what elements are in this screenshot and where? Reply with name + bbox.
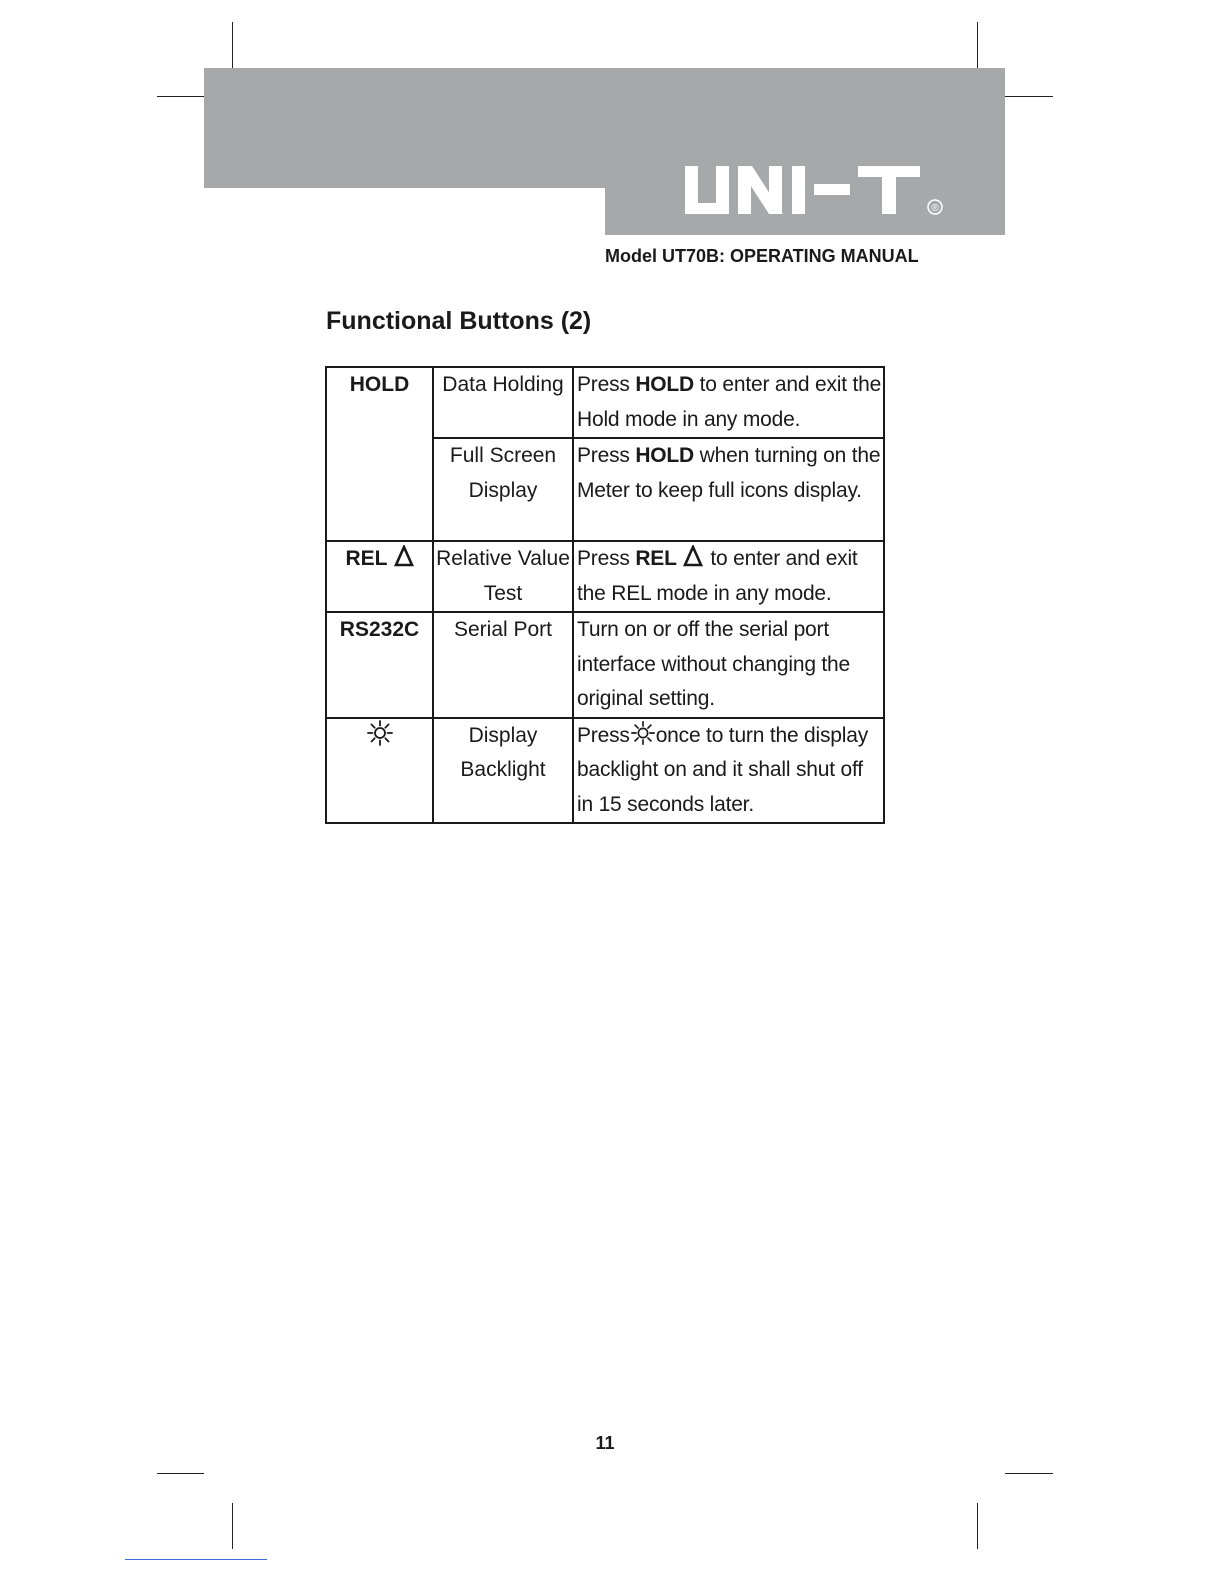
description-text: once to turn the display backlight on and it shall shut off in 15 seconds later. — [577, 723, 869, 816]
description-text: to enter and exit the REL mode in any mode. — [577, 547, 858, 605]
button-cell-backlight — [326, 718, 433, 824]
delta-icon — [683, 545, 703, 567]
table-row — [326, 612, 884, 718]
description-text: Press — [577, 723, 630, 747]
functional-buttons-table — [325, 366, 885, 824]
function-label: Full Screen Display — [449, 444, 557, 502]
description-cell — [573, 612, 884, 718]
description-text: to enter and exit the Hold mode in any mode. — [577, 373, 882, 431]
button-cell-rs232c — [326, 612, 433, 718]
function-label: Relative Value Test — [436, 547, 570, 605]
function-cell — [433, 367, 573, 438]
description-cell — [573, 541, 884, 612]
crop-mark-bottom-right-horizontal — [1005, 1473, 1053, 1474]
function-cell — [433, 612, 573, 718]
section-title: Functional Buttons (2) — [326, 307, 592, 335]
delta-icon — [394, 545, 414, 567]
description-cell — [573, 367, 884, 438]
uni-t-logo — [680, 160, 950, 220]
crop-mark-top-right-vertical — [977, 22, 978, 68]
button-label-hold: HOLD — [349, 373, 410, 396]
button-label-rel: REL — [345, 547, 388, 570]
function-cell — [433, 541, 573, 612]
description-text: Press — [577, 373, 636, 396]
description-cell — [573, 718, 884, 824]
page-number: 11 — [595, 1433, 615, 1453]
crop-mark-top-left-vertical — [232, 22, 233, 68]
description-text: Press — [577, 444, 636, 467]
table-row — [326, 367, 884, 438]
backlight-sun-icon — [366, 719, 394, 747]
function-label: Serial Port — [453, 618, 553, 641]
function-label: Data Holding — [442, 373, 564, 396]
table-row — [326, 541, 884, 612]
crop-mark-top-right-horizontal — [1005, 96, 1053, 97]
description-bold: HOLD — [635, 373, 695, 396]
function-label: Display Backlight — [460, 723, 546, 781]
description-bold: HOLD — [635, 444, 695, 467]
crop-mark-top-left-horizontal — [157, 96, 204, 97]
crop-mark-bottom-right-vertical — [977, 1503, 978, 1549]
button-cell-rel — [326, 541, 433, 612]
backlight-sun-icon — [630, 720, 656, 746]
crop-mark-bottom-left-horizontal — [157, 1473, 204, 1474]
function-cell — [433, 718, 573, 824]
description-text: when turning on the Meter to keep full icons display. — [577, 444, 881, 502]
table-row — [326, 718, 884, 824]
button-cell-hold — [326, 367, 433, 541]
description-text: Press — [577, 547, 636, 570]
link-underline — [125, 1559, 267, 1560]
crop-mark-bottom-left-vertical — [232, 1503, 233, 1549]
description-bold: REL — [635, 547, 677, 570]
description-cell — [573, 438, 884, 541]
function-cell — [433, 438, 573, 541]
description-text: Turn on or off the serial port interface without changing the original setting. — [577, 618, 851, 710]
button-label-rs232c: RS232C — [339, 618, 420, 641]
manual-subtitle: Model UT70B: OPERATING MANUAL — [605, 246, 919, 266]
svg-text:®: ® — [931, 203, 939, 214]
